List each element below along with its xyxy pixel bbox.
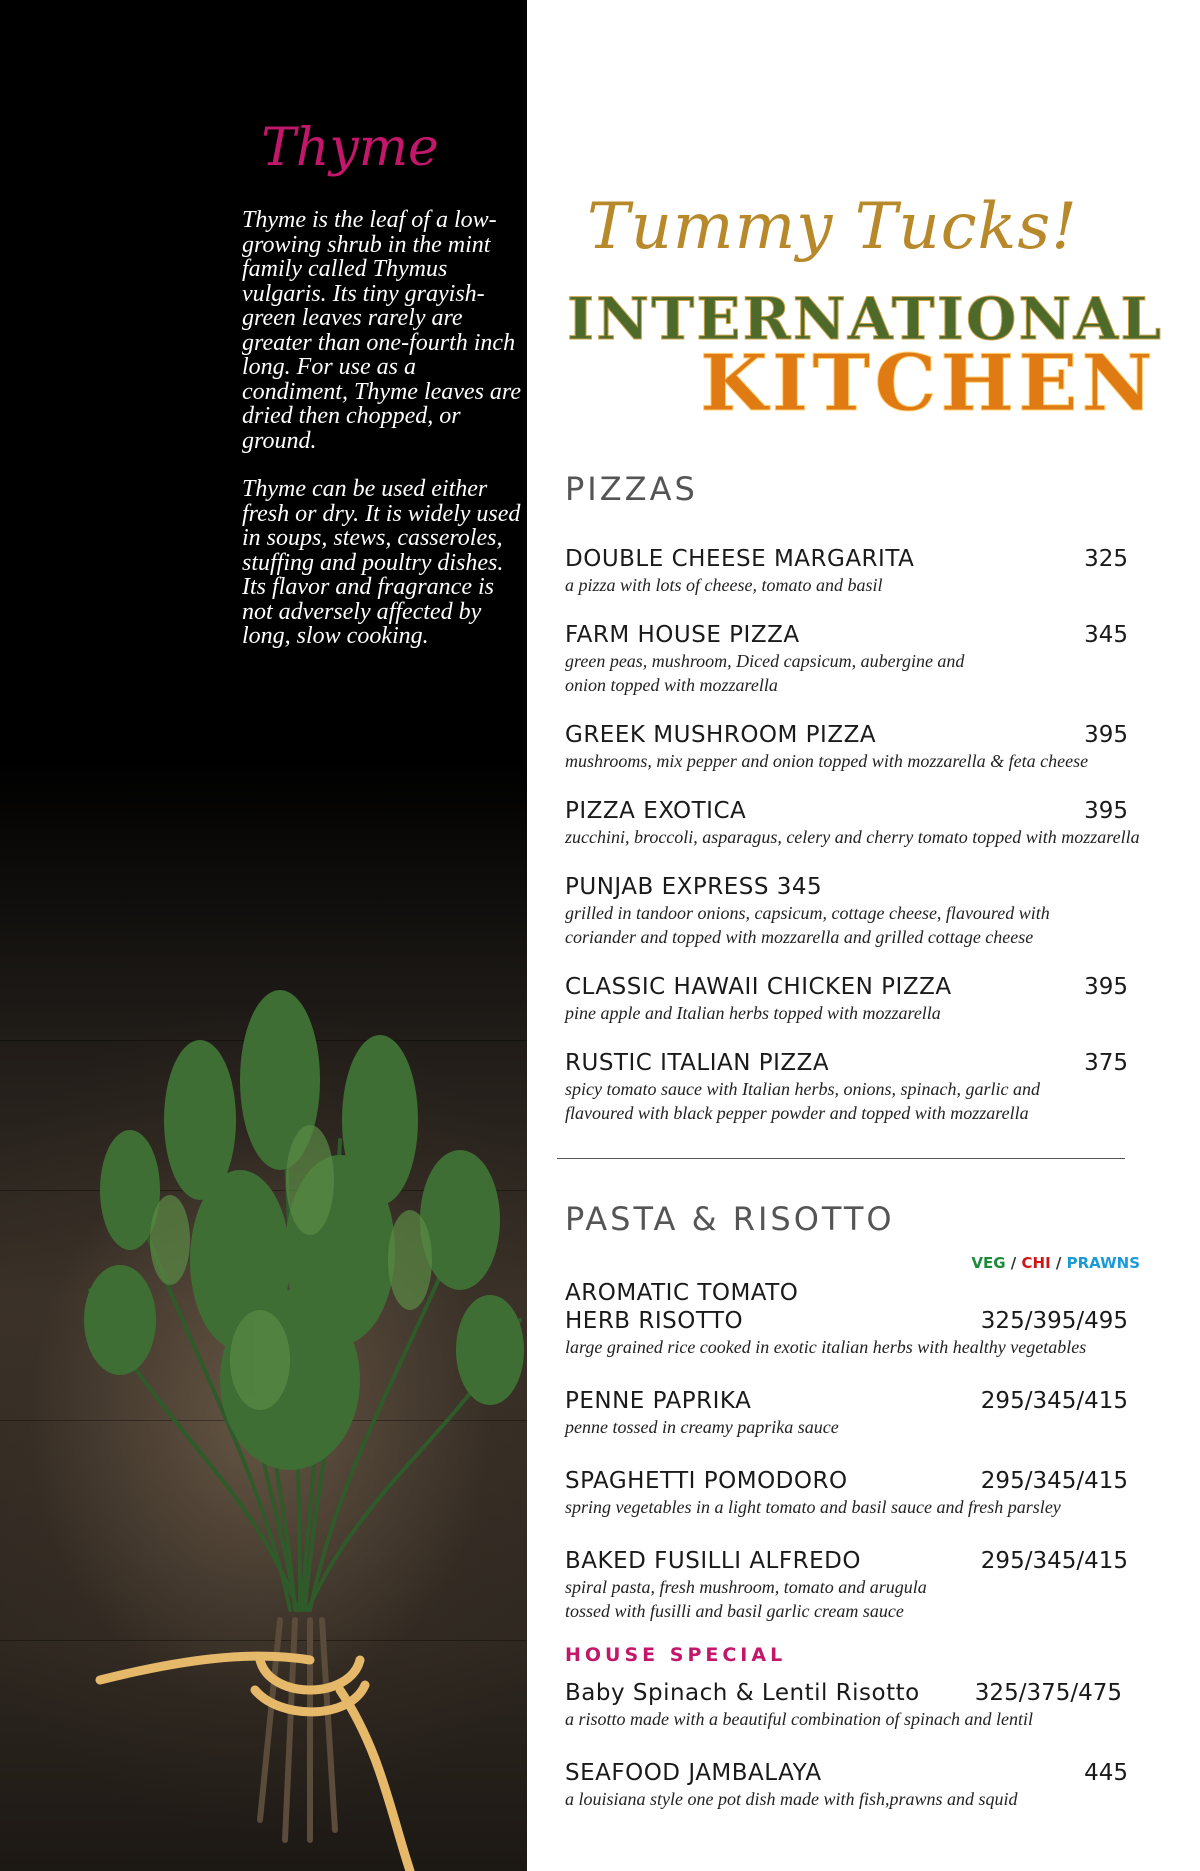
- item-price: 295/345/415: [980, 1468, 1128, 1494]
- item-name: DOUBLE CHEESE MARGARITA: [565, 546, 915, 572]
- item-name: PIZZA EXOTICA: [565, 798, 747, 824]
- item-price: 325/395/495: [980, 1308, 1128, 1334]
- item-price: 395: [1084, 974, 1128, 1000]
- item-price: 375: [1084, 1050, 1128, 1076]
- item-name: SPAGHETTI POMODORO: [565, 1468, 848, 1494]
- item-name: PENNE PAPRIKA: [565, 1388, 752, 1414]
- item-description: a pizza with lots of cheese, tomato and basil: [565, 575, 883, 595]
- item-description: zucchini, broccoli, asparagus, celery and cherry tomato topped with mozzarella: [565, 827, 1140, 847]
- house-special-heading: HOUSE SPECIAL: [565, 1644, 787, 1666]
- item-name: RUSTIC ITALIAN PIZZA: [565, 1050, 830, 1076]
- item-name: CLASSIC HAWAII CHICKEN PIZZA: [565, 974, 952, 1000]
- section-title-pizzas: PIZZAS: [565, 470, 698, 508]
- sidebar-paragraph-1: Thyme is the leaf of a low-growing shrub in the mint family called Thymus vulgaris. Its tiny grayish-green leaves rarely are greater than one-fourth inch long. For use as a condiment, Thyme leaves are dried then chopped, or ground.: [242, 207, 522, 454]
- item-description: mushrooms, mix pepper and onion topped with mozzarella & feta cheese: [565, 751, 1089, 771]
- legend-separator: /: [1050, 1254, 1067, 1272]
- item-name: BAKED FUSILLI ALFREDO: [565, 1548, 861, 1574]
- item-name-line-1: AROMATIC TOMATO: [565, 1280, 799, 1306]
- item-name: PUNJAB EXPRESS 345: [565, 874, 823, 900]
- legend-veg: VEG: [971, 1254, 1006, 1272]
- item-name: GREEK MUSHROOM PIZZA: [565, 722, 877, 748]
- item-description: penne tossed in creamy paprika sauce: [565, 1417, 839, 1437]
- item-description: spring vegetables in a light tomato and basil sauce and fresh parsley: [565, 1497, 1061, 1517]
- brand-script-title: Tummy Tucks!: [587, 190, 1078, 264]
- item-description: a louisiana style one pot dish made with fish,prawns and squid: [565, 1789, 1018, 1809]
- item-name: FARM HOUSE PIZZA: [565, 622, 800, 648]
- legend-separator: /: [1005, 1254, 1022, 1272]
- sidebar-paragraph-2: Thyme can be used either fresh or dry. It is widely used in soups, stews, casseroles, stuffing and poultry dishes. Its flavor and fragrance is not adversely affected by long, slow cooking.: [242, 476, 521, 649]
- item-price: 345: [1084, 622, 1128, 648]
- item-description: spiral pasta, fresh mushroom, tomato and arugula tossed with fusilli and basil garlic cream sauce: [565, 1577, 927, 1621]
- item-name: HERB RISOTTO: [565, 1308, 744, 1334]
- item-description: green peas, mushroom, Diced capsicum, aubergine and onion topped with mozzarella: [565, 651, 965, 695]
- item-price: 325/375/475: [974, 1680, 1122, 1706]
- item-description: grilled in tandoor onions, capsicum, cottage cheese, flavoured with coriander and topped with mozzarella and grilled cottage cheese: [565, 903, 1050, 947]
- item-description: spicy tomato sauce with Italian herbs, onions, spinach, garlic and flavoured with black pepper powder and topped with mozzarella: [565, 1079, 1040, 1123]
- item-price: 295/345/415: [980, 1388, 1128, 1414]
- section-divider: [557, 1158, 1125, 1159]
- item-price: 445: [1084, 1760, 1128, 1786]
- item-name: Baby Spinach & Lentil Risotto: [565, 1680, 920, 1706]
- item-description: a risotto made with a beautiful combination of spinach and lentil: [565, 1709, 1033, 1729]
- item-price: 395: [1084, 798, 1128, 824]
- legend-prawns: PRAWNS: [1066, 1254, 1140, 1272]
- sidebar-title: Thyme: [261, 118, 439, 178]
- brand-kitchen: KITCHEN: [700, 338, 1157, 429]
- legend-chi: CHI: [1021, 1254, 1051, 1272]
- item-price: 295/345/415: [980, 1548, 1128, 1574]
- brand-international: INTERNATIONAL: [567, 285, 1164, 353]
- item-description: large grained rice cooked in exotic italian herbs with healthy vegetables: [565, 1337, 1087, 1357]
- item-price: 325: [1084, 546, 1128, 572]
- price-legend: [971, 1254, 1140, 1272]
- thyme-bundle-image: [60, 960, 527, 1871]
- sidebar-description: [242, 208, 522, 673]
- item-name: SEAFOOD JAMBALAYA: [565, 1760, 822, 1786]
- item-price: 395: [1084, 722, 1128, 748]
- sidebar-panel: [0, 0, 527, 1871]
- menu-panel: [527, 0, 1200, 1871]
- section-title-pasta-risotto: PASTA & RISOTTO: [565, 1200, 895, 1238]
- item-description: pine apple and Italian herbs topped with mozzarella: [565, 1003, 941, 1023]
